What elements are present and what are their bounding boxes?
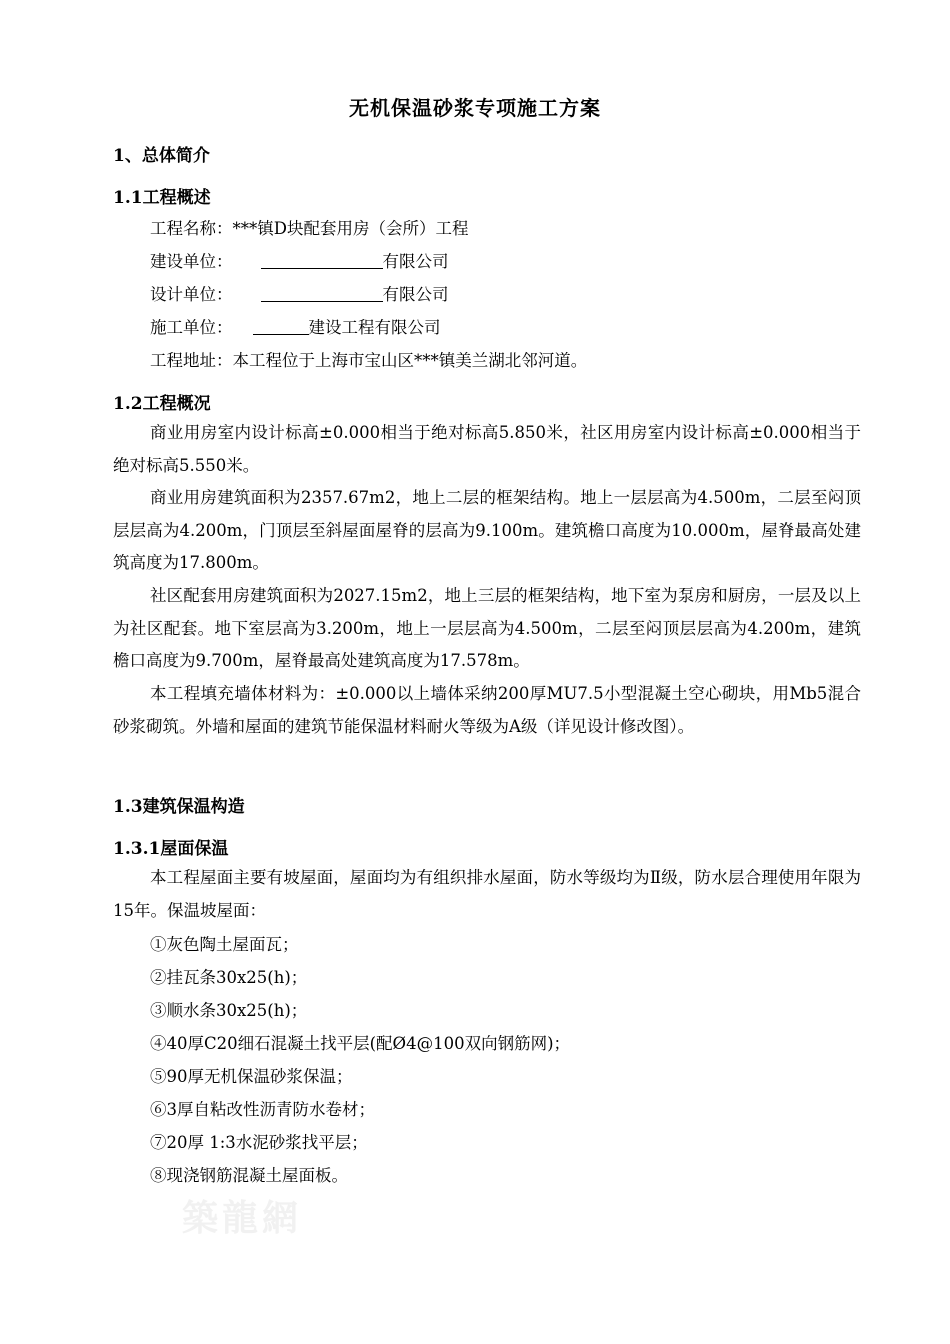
- designer-label: 设计单位：: [150, 285, 233, 304]
- roof-layer-item: ⑤90厚无机保温砂浆保温；: [150, 1067, 353, 1086]
- roof-layer-item: ②挂瓦条30x25(h)；: [150, 968, 308, 987]
- roof-layer-item: ③顺水条30x25(h)；: [150, 1001, 308, 1020]
- contractor-row: [150, 314, 441, 338]
- section-1-heading: 1、总体简介: [113, 146, 210, 166]
- designer-row: [150, 281, 449, 305]
- designer-suffix: 有限公司: [382, 285, 449, 304]
- builder-row: [150, 248, 449, 272]
- contractor-blank: [253, 319, 309, 335]
- project-name: 工程名称：***镇D块配套用房（会所）工程: [150, 219, 469, 238]
- project-address: 工程地址：本工程位于上海市宝山区***镇美兰湖北邻河道。: [150, 351, 588, 370]
- contractor-label: 施工单位：: [150, 318, 233, 337]
- document-title: 无机保温砂浆专项施工方案: [349, 96, 601, 120]
- section-1-3-1-heading: 1.3.1屋面保温: [113, 839, 229, 859]
- roof-layer-item: ①灰色陶土屋面瓦；: [150, 935, 299, 954]
- paragraph-elevation: 商业用房室内设计标高±0.000相当于绝对标高5.850米，社区用房室内设计标高±0.000相当于绝对标高5.550米。: [113, 423, 861, 475]
- paragraph-wall-material: 本工程填充墙体材料为：±0.000以上墙体采纳200厚MU7.5小型混凝土空心砌块，用Mb5混合砂浆砌筑。外墙和屋面的建筑节能保温材料耐火等级为A级（详见设计修改图）。: [113, 684, 861, 736]
- watermark: 築龍網: [182, 1197, 303, 1239]
- paragraph-commercial: 商业用房建筑面积为2357.67m2，地上二层的框架结构。地上一层层高为4.500m，二层至闷顶层层高为4.200m，门顶层至斜屋面屋脊的层高为9.100m。建筑檐口高度为10.000m，屋脊最高处建筑高度为17.800m。: [113, 488, 861, 572]
- paragraph-community: 社区配套用房建筑面积为2027.15m2，地上三层的框架结构，地下室为泵房和厨房，一层及以上为社区配套。地下室层高为3.200m，地上一层层高为4.500m，二层至闷顶层层高为4.200m，建筑檐口高度为9.700m，屋脊最高处建筑高度为17.578m。: [113, 586, 861, 670]
- roof-layer-item: ④40厚C20细石混凝土找平层(配Ø4@100双向钢筋网)；: [150, 1034, 571, 1053]
- builder-label: 建设单位：: [150, 252, 233, 271]
- roof-layer-item: ⑦20厚 1:3水泥砂浆找平层；: [150, 1133, 368, 1152]
- paragraph-roof: 本工程屋面主要有坡屋面，屋面均为有组织排水屋面，防水等级均为Ⅱ级，防水层合理使用年限为15年。保温坡屋面：: [113, 868, 861, 920]
- roof-layer-item: ⑧现浇钢筋混凝土屋面板。: [150, 1166, 348, 1185]
- section-1-2-heading: 1.2工程概况: [113, 394, 211, 414]
- contractor-suffix: 建设工程有限公司: [308, 318, 441, 337]
- section-1-3-heading: 1.3建筑保温构造: [113, 797, 245, 817]
- builder-suffix: 有限公司: [382, 252, 449, 271]
- designer-blank: [261, 286, 383, 302]
- builder-blank: [261, 253, 383, 269]
- section-1-1-heading: 1.1工程概述: [113, 188, 211, 208]
- roof-layer-item: ⑥3厚自粘改性沥青防水卷材；: [150, 1100, 375, 1119]
